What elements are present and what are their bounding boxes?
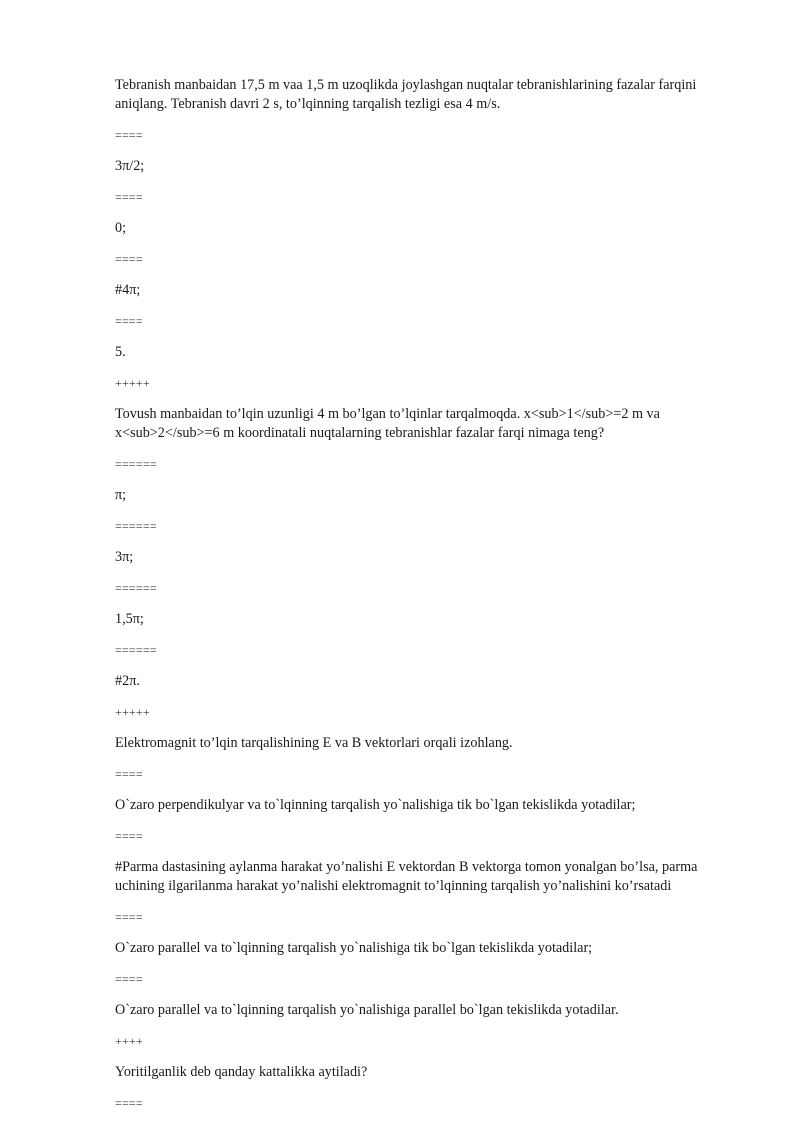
answer-option: O`zaro parallel va to`lqinning tarqalish yo`nalishiga parallel bo`lgan tekislikda yotadilar. — [115, 1002, 619, 1018]
answer-option-correct: #4π; — [115, 282, 141, 298]
question-1-text: Tebranish manbaidan 17,5 m vaa 1,5 m uzoqlikda joylashgan nuqtalar tebranishlarining fazalar farqini aniqlang. Tebranish davri 2 s, to’lqinning tarqalish tezligi esa 4 m/s. — [115, 77, 697, 112]
answer-option: 3π/2; — [115, 158, 145, 174]
answer-option: 0; — [115, 220, 127, 236]
separator: ==== — [115, 767, 143, 781]
question-4-text: Yoritilganlik deb qanday kattalikka aytiladi? — [115, 1064, 368, 1080]
answer-option: 3π; — [115, 549, 134, 565]
separator: ==== — [115, 128, 143, 142]
question-separator: +++++ — [115, 705, 150, 719]
separator: ==== — [115, 910, 143, 924]
separator: ==== — [115, 972, 143, 986]
document-page — [115, 76, 730, 1125]
answer-option: O`zaro perpendikulyar va to`lqinning tarqalish yo`nalishiga tik bo`lgan tekislikda yotadilar; — [115, 797, 636, 813]
question-separator: +++++ — [115, 376, 150, 390]
separator: ==== — [115, 252, 143, 266]
separator: ==== — [115, 314, 143, 328]
answer-option-correct: #Parma dastasining aylanma harakat yo’nalishi E vektordan B vektorga tomon yonalgan bo’lsa, parma uchining ilgarilanma harakat yo’nalishi elektromagnit to’lqinning tarqalish yo’nalishini ko’rsatadi — [115, 859, 698, 894]
separator: ==== — [115, 829, 143, 843]
answer-option: 5. — [115, 344, 126, 360]
separator: ====== — [115, 457, 157, 471]
question-separator: ++++ — [115, 1034, 143, 1048]
separator: ==== — [115, 190, 143, 204]
question-2-text: Tovush manbaidan to’lqin uzunligi 4 m bo’lgan to’lqinlar tarqalmoqda. x<sub>1</sub>=2 m va x<sub>2</sub>=6 m koordinatali nuqtalarning tebranishlar fazalar farqi nimaga teng? — [115, 406, 660, 441]
question-3-text: Elektromagnit to’lqin tarqalishining E va B vektorlari orqali izohlang. — [115, 735, 513, 751]
answer-option-correct: #2π. — [115, 673, 140, 689]
separator: ====== — [115, 643, 157, 657]
separator: ====== — [115, 581, 157, 595]
separator: ==== — [115, 1096, 143, 1110]
answer-option: 1,5π; — [115, 611, 144, 627]
answer-option: O`zaro parallel va to`lqinning tarqalish yo`nalishiga tik bo`lgan tekislikda yotadilar; — [115, 940, 593, 956]
answer-option: π; — [115, 487, 127, 503]
separator: ====== — [115, 519, 157, 533]
